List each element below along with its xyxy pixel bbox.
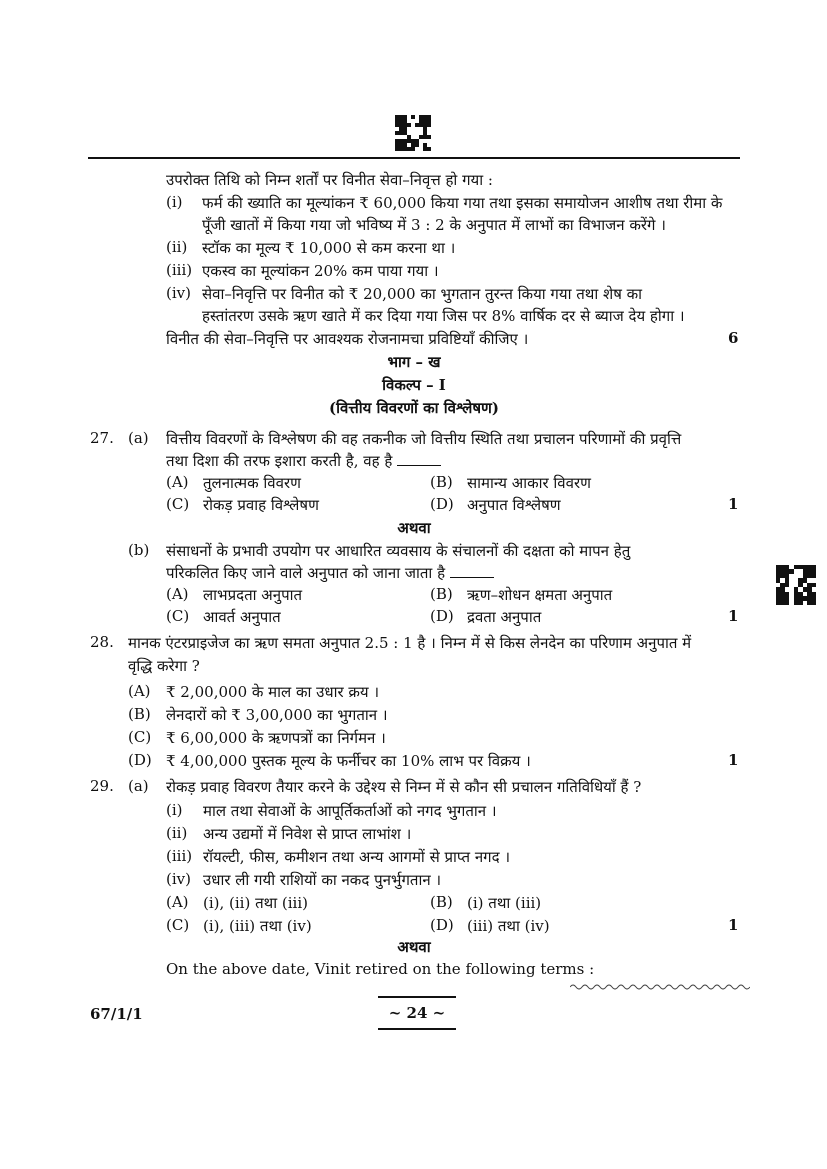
item-text: रॉयल्टी, फीस, कमीशन तथा अन्य आगमों से प्राप्त नगद । [203, 848, 511, 866]
page-number: ~ 24 ~ [388, 1004, 446, 1022]
page-number-rule-top [378, 996, 456, 998]
option-text: (i), (ii) तथा (iii) [203, 894, 308, 912]
option-text: द्रवता अनुपात [467, 608, 542, 626]
option-text: लेनदारों को ₹ 3,00,000 का भुगतान । [166, 706, 388, 724]
question-line: संसाधनों के प्रभावी उपयोग पर आधारित व्यवसाय के संचालनों की दक्षता को मापन हेतु [166, 542, 631, 560]
term-number: (iv) [166, 284, 191, 302]
option-text: (i) तथा (iii) [467, 894, 542, 912]
question-line-with-blank [166, 563, 494, 583]
option-text: लाभप्रदता अनुपात [203, 586, 303, 604]
question-line: रोकड़ प्रवाह विवरण तैयार करने के उद्देश्य से निम्न में से कौन सी प्रचालन गतिविधियाँ हैं ? [166, 778, 642, 796]
paper-code: 67/1/1 [90, 1005, 143, 1023]
option-key: (D) [430, 916, 454, 934]
qr-cell [812, 601, 816, 605]
qr-code-side [776, 565, 816, 605]
marks: 6 [728, 329, 739, 347]
option-key: (A) [166, 585, 189, 603]
option-key: (D) [430, 607, 454, 625]
option-key: (C) [166, 916, 190, 934]
option-key: (A) [166, 893, 189, 911]
item-number: (ii) [166, 824, 188, 842]
option-key: (D) [128, 751, 152, 769]
question-part-label: (a) [128, 777, 149, 795]
term-line: एकस्व का मूल्यांकन 20% कम पाया गया । [202, 262, 439, 280]
item-text: माल तथा सेवाओं के आपूर्तिकर्ताओं को नगद भुगतान । [203, 802, 497, 820]
option-key: (C) [166, 495, 190, 513]
qr-cell [427, 147, 431, 151]
term-line: पूँजी खातों में किया गया जो भविष्य में 3 : 2 के अनुपात में लाभों का विभाजन करेंगे । [202, 216, 666, 234]
option-text: ऋण–शोधन क्षमता अनुपात [467, 586, 613, 604]
option-key: (B) [430, 893, 453, 911]
option-text: आवर्त अनुपात [203, 608, 281, 626]
question-line: तथा दिशा की तरफ इशारा करती है, वह है [166, 452, 393, 470]
option-subtitle: (वित्तीय विवरणों का विश्लेषण) [329, 399, 499, 417]
option-key: (A) [128, 682, 151, 700]
option-text: तुलनात्मक विवरण [203, 474, 301, 492]
qr-code-top [395, 115, 431, 151]
question-number: 29. [90, 777, 114, 795]
term-number: (ii) [166, 238, 188, 256]
intro-line: उपरोक्त तिथि को निम्न शर्तों पर विनीत सेवा–निवृत्त हो गया : [166, 171, 493, 189]
option-text: ₹ 6,00,000 के ऋणपत्रों का निर्गमन । [166, 729, 386, 747]
term-line: सेवा–निवृत्ति पर विनीत को ₹ 20,000 का भुगतान तुरन्त किया गया तथा शेष का [202, 285, 643, 303]
option-key: (D) [430, 495, 454, 513]
question-part-label: (a) [128, 429, 149, 447]
marks: 1 [728, 916, 739, 934]
item-number: (iii) [166, 847, 193, 865]
page-number-rule-bottom [378, 1028, 456, 1030]
answer-blank [450, 565, 494, 578]
question-line: मानक एंटरप्राइजेज का ऋण समता अनुपात 2.5 : 1 है । निम्न में से किस लेनदेन का परिणाम अनुपात में [128, 634, 692, 652]
option-text: (iii) तथा (iv) [467, 917, 550, 935]
item-text: उधार ली गयी राशियों का नकद पुनर्भुगतान । [203, 871, 442, 889]
or-separator: अथवा [397, 938, 431, 956]
question-number: 27. [90, 429, 114, 447]
marks: 1 [728, 607, 739, 625]
question-line: वृद्धि करेगा ? [128, 657, 200, 675]
marks: 1 [728, 495, 739, 513]
item-number: (i) [166, 801, 183, 819]
option-text: रोकड़ प्रवाह विश्लेषण [203, 496, 319, 514]
question-line-with-blank [166, 451, 441, 471]
option-key: (C) [128, 728, 152, 746]
page-number-box [378, 996, 456, 1030]
answer-blank [397, 453, 441, 466]
option-title: विकल्प – I [382, 376, 446, 394]
question-part-label: (b) [128, 541, 150, 559]
or-separator: अथवा [397, 519, 431, 537]
instruction: विनीत की सेवा–निवृत्ति पर आवश्यक रोजनामचा प्रविष्टियाँ कीजिए । [166, 330, 529, 348]
option-key: (B) [430, 585, 453, 603]
term-number: (iii) [166, 261, 193, 279]
option-key: (B) [128, 705, 151, 723]
question-number: 28. [90, 633, 114, 651]
option-key: (C) [166, 607, 190, 625]
option-text: (i), (iii) तथा (iv) [203, 917, 312, 935]
term-number: (i) [166, 193, 183, 211]
section-title: भाग – ख [387, 353, 441, 371]
option-key: (A) [166, 473, 189, 491]
english-line: On the above date, Vinit retired on the following terms : [166, 960, 595, 978]
option-key: (B) [430, 473, 453, 491]
question-line: वित्तीय विवरणों के विश्लेषण की वह तकनीक जो वित्तीय स्थिति तथा प्रचालन परिणामों की प्रवृत्ति [166, 430, 682, 448]
option-text: अनुपात विश्लेषण [467, 496, 561, 514]
question-line: परिकलित किए जाने वाले अनुपात को जाना जाता है [166, 564, 446, 582]
header-rule [88, 157, 740, 159]
term-line: फर्म की ख्याति का मूल्यांकन ₹ 60,000 किया गया तथा इसका समायोजन आशीष तथा रीमा के [202, 194, 723, 212]
marks: 1 [728, 751, 739, 769]
option-text: सामान्य आकार विवरण [467, 474, 591, 492]
term-line: हस्तांतरण उसके ऋण खाते में कर दिया गया जिस पर 8% वार्षिक दर से ब्याज देय होगा । [202, 307, 685, 325]
option-text: ₹ 4,00,000 पुस्तक मूल्य के फर्नीचर का 10% लाभ पर विक्रय । [166, 752, 531, 770]
item-number: (iv) [166, 870, 191, 888]
term-line: स्टॉक का मूल्य ₹ 10,000 से कम करना था । [202, 239, 456, 257]
item-text: अन्य उद्यमों में निवेश से प्राप्त लाभांश । [203, 825, 412, 843]
option-text: ₹ 2,00,000 के माल का उधार क्रय । [166, 683, 380, 701]
wavy-line [570, 982, 750, 992]
